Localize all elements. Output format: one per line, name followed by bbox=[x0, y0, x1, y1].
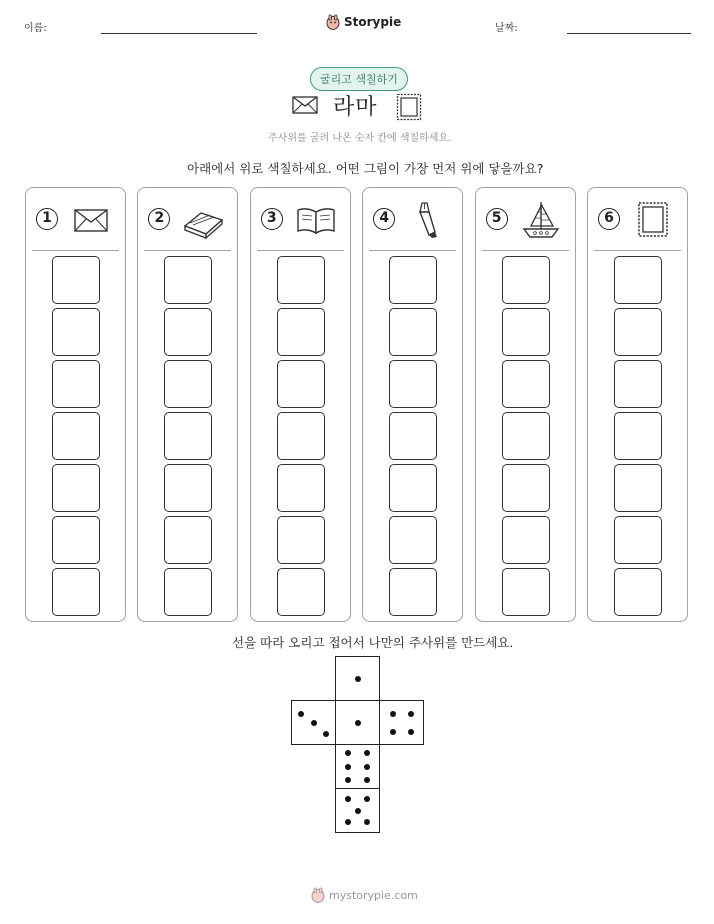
book-closed-icon bbox=[182, 200, 224, 240]
column-number: 4 bbox=[373, 208, 395, 230]
color-cell[interactable] bbox=[52, 464, 100, 512]
color-cell[interactable] bbox=[502, 308, 550, 356]
color-cell[interactable] bbox=[502, 516, 550, 564]
subtitle: 주사위를 굴려 나온 숫자 칸에 색칠하세요. bbox=[268, 133, 452, 144]
color-cell[interactable] bbox=[389, 516, 437, 564]
brand-logo bbox=[326, 14, 401, 30]
dice-pip bbox=[390, 729, 396, 735]
color-cell[interactable] bbox=[52, 360, 100, 408]
dice-pip bbox=[408, 711, 414, 717]
color-cell[interactable] bbox=[164, 464, 212, 512]
dice-pip bbox=[364, 764, 370, 770]
dice-pip bbox=[298, 711, 304, 717]
name-label: 이름: bbox=[24, 23, 47, 34]
color-cell[interactable] bbox=[164, 256, 212, 304]
color-cell[interactable] bbox=[614, 360, 662, 408]
fountain-pen-icon bbox=[407, 200, 449, 240]
color-cell[interactable] bbox=[502, 464, 550, 512]
color-cell[interactable] bbox=[502, 412, 550, 460]
color-cell[interactable] bbox=[164, 516, 212, 564]
color-cell[interactable] bbox=[614, 568, 662, 616]
column-divider bbox=[482, 250, 569, 251]
name-line[interactable] bbox=[101, 33, 257, 34]
dice-pip bbox=[364, 750, 370, 756]
color-cell[interactable] bbox=[52, 412, 100, 460]
dice-pip bbox=[311, 720, 317, 726]
column-divider bbox=[594, 250, 681, 251]
column-header bbox=[363, 188, 462, 252]
column-divider bbox=[257, 250, 344, 251]
color-cell[interactable] bbox=[502, 568, 550, 616]
color-cell[interactable] bbox=[277, 464, 325, 512]
column-header bbox=[476, 188, 575, 252]
dice-face-3 bbox=[291, 700, 336, 745]
column-5 bbox=[475, 187, 576, 622]
coloring-instruction: 아래에서 위로 색칠하세요. 어떤 그림이 가장 먼저 위에 닿을까요? bbox=[187, 161, 544, 176]
dice-face-4 bbox=[379, 700, 424, 745]
envelope-icon bbox=[292, 96, 318, 114]
dice-pip bbox=[408, 729, 414, 735]
dice-pip bbox=[355, 808, 361, 814]
column-1 bbox=[25, 187, 126, 622]
dice-pip bbox=[345, 819, 351, 825]
color-cell[interactable] bbox=[614, 516, 662, 564]
dice-pip bbox=[345, 777, 351, 783]
envelope-icon bbox=[70, 200, 112, 240]
color-cell[interactable] bbox=[277, 568, 325, 616]
color-cell[interactable] bbox=[164, 308, 212, 356]
dice-pip bbox=[364, 777, 370, 783]
sailboat-icon bbox=[520, 200, 562, 240]
dice-pip bbox=[355, 676, 361, 682]
dice-face-6 bbox=[335, 744, 380, 789]
color-cell[interactable] bbox=[52, 516, 100, 564]
activity-badge: 굴리고 색칠하기 bbox=[310, 67, 408, 91]
dice-face-5 bbox=[335, 788, 380, 833]
color-cell[interactable] bbox=[277, 516, 325, 564]
llama-logo-icon bbox=[326, 14, 340, 30]
dice-pip bbox=[390, 711, 396, 717]
color-cell[interactable] bbox=[277, 412, 325, 460]
color-cell[interactable] bbox=[277, 256, 325, 304]
column-6 bbox=[587, 187, 688, 622]
color-cell[interactable] bbox=[614, 464, 662, 512]
column-2 bbox=[137, 187, 238, 622]
column-number: 5 bbox=[486, 208, 508, 230]
stamp-icon bbox=[632, 200, 674, 240]
column-header bbox=[588, 188, 687, 252]
column-divider bbox=[369, 250, 456, 251]
book-open-icon bbox=[295, 200, 337, 240]
column-divider bbox=[144, 250, 231, 251]
color-cell[interactable] bbox=[164, 412, 212, 460]
color-cell[interactable] bbox=[277, 360, 325, 408]
color-cell[interactable] bbox=[389, 308, 437, 356]
color-cell[interactable] bbox=[52, 568, 100, 616]
color-cell[interactable] bbox=[389, 464, 437, 512]
color-cell[interactable] bbox=[52, 256, 100, 304]
column-number: 2 bbox=[148, 208, 170, 230]
color-cell[interactable] bbox=[52, 308, 100, 356]
color-cell[interactable] bbox=[502, 360, 550, 408]
dice-pip bbox=[364, 819, 370, 825]
dice-instruction: 선을 따라 오리고 접어서 나만의 주사위를 만드세요. bbox=[232, 635, 514, 650]
column-header bbox=[138, 188, 237, 252]
color-cell[interactable] bbox=[164, 360, 212, 408]
column-4 bbox=[362, 187, 463, 622]
color-cell[interactable] bbox=[614, 412, 662, 460]
color-cell[interactable] bbox=[389, 412, 437, 460]
column-header bbox=[251, 188, 350, 252]
color-cell[interactable] bbox=[164, 568, 212, 616]
dice-pip bbox=[345, 764, 351, 770]
brand-name: Storypie bbox=[344, 15, 402, 29]
stamp-icon bbox=[396, 93, 422, 121]
dice-pip bbox=[355, 720, 361, 726]
dice-pip bbox=[364, 796, 370, 802]
dice-face-1 bbox=[335, 700, 380, 745]
column-number: 1 bbox=[36, 208, 58, 230]
date-line[interactable] bbox=[567, 33, 691, 34]
column-header bbox=[26, 188, 125, 252]
dice-face-1 bbox=[335, 656, 380, 701]
footer-url: mystorypie.com bbox=[329, 888, 418, 902]
column-number: 3 bbox=[261, 208, 283, 230]
column-3 bbox=[250, 187, 351, 622]
column-divider bbox=[32, 250, 119, 251]
color-cell[interactable] bbox=[389, 360, 437, 408]
llama-logo-icon bbox=[311, 887, 325, 903]
color-cell[interactable] bbox=[614, 308, 662, 356]
date-label: 날짜: bbox=[495, 23, 518, 34]
color-cell[interactable] bbox=[389, 568, 437, 616]
dice-pip bbox=[345, 796, 351, 802]
color-cell[interactable] bbox=[614, 256, 662, 304]
color-cell[interactable] bbox=[502, 256, 550, 304]
column-number: 6 bbox=[598, 208, 620, 230]
dice-pip bbox=[345, 750, 351, 756]
footer bbox=[311, 887, 418, 903]
color-cell[interactable] bbox=[277, 308, 325, 356]
color-cell[interactable] bbox=[389, 256, 437, 304]
dice-pip bbox=[323, 731, 329, 737]
page-title: 라마 bbox=[333, 95, 378, 120]
